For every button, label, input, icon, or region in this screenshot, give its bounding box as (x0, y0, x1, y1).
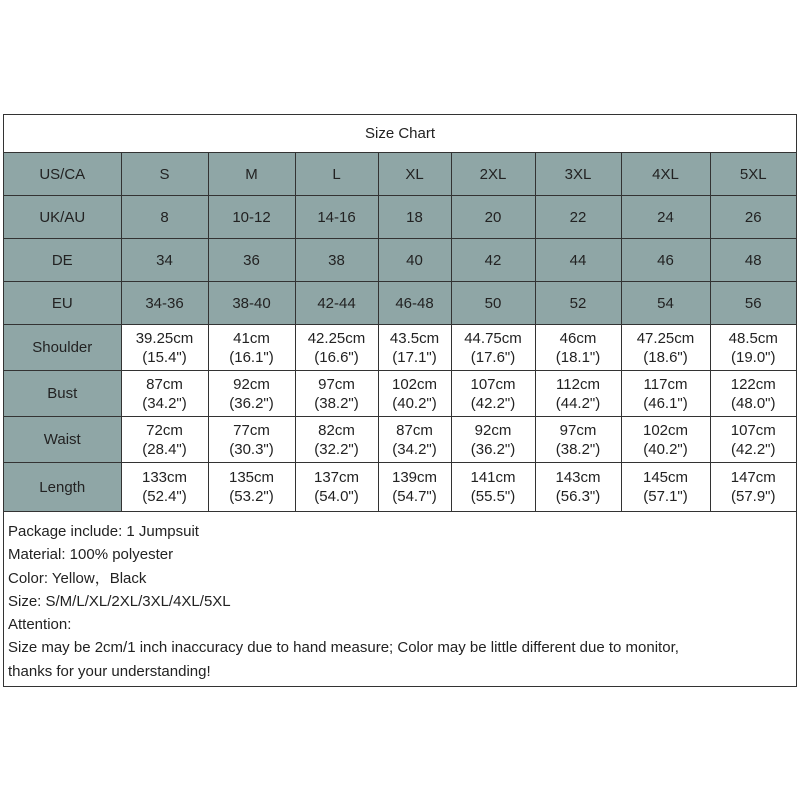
size-cell: 56 (710, 282, 796, 325)
size-cell: 22 (535, 196, 621, 239)
product-notes (4, 520, 796, 683)
measurement-inch: (17.6") (470, 348, 516, 366)
size-cell: 48 (710, 239, 796, 282)
measurement-cell (121, 325, 208, 371)
size-chart-title: Size Chart (4, 115, 796, 153)
measurement-cell (710, 371, 796, 417)
measurement-cm: 143cm (555, 469, 601, 486)
size-cell: 20 (451, 196, 535, 239)
measurement-cm: 147cm (730, 469, 776, 486)
row-header: EU (4, 282, 121, 325)
size-cell: 5XL (710, 153, 796, 196)
measurement-cell (710, 417, 796, 463)
measurement-inch: (36.2") (470, 440, 516, 458)
size-cell: 44 (535, 239, 621, 282)
note-line: thanks for your understanding! (8, 662, 211, 680)
note-line: Package include: 1 Jumpsuit (8, 523, 199, 540)
measurement-cell (535, 463, 621, 512)
table-row (4, 417, 796, 463)
note-line: Size may be 2cm/1 inch inaccuracy due to hand measure; Color may be little different due to monitor, (8, 639, 679, 657)
measurement-inch: (34.2") (142, 394, 187, 412)
measurement-inch: (42.2") (730, 440, 776, 458)
note-line: Material: 100% polyester (8, 546, 174, 564)
measurement-cm: 145cm (642, 469, 689, 486)
table-row (4, 371, 796, 417)
size-cell: 42 (451, 239, 535, 282)
measurement-cell (535, 325, 621, 371)
table-row (4, 196, 796, 239)
size-cell: 24 (621, 196, 710, 239)
measurement-inch: (18.1") (555, 348, 601, 366)
measurement-inch: (46.1") (643, 394, 688, 412)
note-line: Color: Yellow，Black (8, 569, 147, 587)
measurement-cell (378, 463, 451, 512)
size-cell: 38 (295, 239, 378, 282)
measurement-inch: (38.2") (555, 440, 601, 458)
measurement-cell (451, 417, 535, 463)
measurement-cm: 44.75cm (464, 329, 522, 347)
measurement-inch: (17.1") (392, 348, 437, 366)
measurement-inch: (48.0") (730, 394, 776, 412)
note-line: Size: S/M/L/XL/2XL/3XL/4XL/5XL (8, 592, 231, 610)
measurement-cm: 135cm (228, 469, 275, 486)
size-cell: 14-16 (295, 196, 378, 239)
size-cell: 46 (621, 239, 710, 282)
size-cell: 2XL (451, 153, 535, 196)
measurement-cm: 39.25cm (135, 329, 194, 347)
table-row (4, 463, 796, 512)
measurement-cm: 92cm (233, 375, 270, 393)
measurement-inch: (54.0") (314, 488, 359, 505)
measurement-cm: 112cm (556, 375, 600, 393)
size-cell: 50 (451, 282, 535, 325)
measurement-cm: 133cm (141, 469, 188, 486)
measurement-inch: (16.1") (229, 348, 274, 366)
row-header: DE (4, 239, 121, 282)
size-cell: 40 (378, 239, 451, 282)
measurement-cell (535, 371, 621, 417)
measurement-cell (208, 463, 295, 512)
measurement-inch: (52.4") (142, 488, 187, 505)
measurement-inch: (15.4") (142, 348, 187, 366)
measurement-cm: 72cm (146, 421, 183, 439)
measurement-cm: 82cm (318, 421, 355, 439)
measurement-cm: 102cm (642, 421, 689, 439)
measurement-inch: (16.6") (314, 348, 359, 366)
measurement-cm: 87cm (396, 421, 433, 439)
measurement-cm: 102cm (391, 375, 438, 393)
measurement-inch: (40.2") (643, 440, 688, 458)
measurement-cell (451, 325, 535, 371)
measurement-cm: 107cm (470, 375, 516, 393)
measurement-cell (710, 325, 796, 371)
size-cell: 8 (121, 196, 208, 239)
measurement-inch: (57.9") (730, 488, 776, 505)
measurement-cm: 47.25cm (636, 329, 695, 347)
measurement-cm: 97cm (318, 375, 355, 393)
table-row (4, 282, 796, 325)
measurement-inch: (36.2") (229, 394, 274, 412)
measurement-cm: 117cm (643, 375, 688, 393)
measurement-cell (208, 325, 295, 371)
measurement-cm: 139cm (391, 469, 438, 486)
measurement-inch: (44.2") (555, 394, 601, 412)
size-cell: 3XL (535, 153, 621, 196)
measurement-cell (295, 371, 378, 417)
measurement-cell (451, 463, 535, 512)
measurement-cm: 77cm (233, 421, 270, 439)
size-table (4, 153, 796, 512)
row-header: US/CA (4, 153, 121, 196)
size-cell: 34-36 (121, 282, 208, 325)
table-row (4, 325, 796, 371)
measurement-cm: 137cm (313, 469, 360, 486)
size-cell: 10-12 (208, 196, 295, 239)
measurement-cell (621, 463, 710, 512)
measurement-inch: (30.3") (229, 440, 274, 458)
measurement-cell (121, 371, 208, 417)
measurement-cm: 43.5cm (389, 329, 440, 347)
measurement-inch: (53.2") (229, 488, 274, 505)
table-row (4, 239, 796, 282)
size-cell: 34 (121, 239, 208, 282)
measurement-cell (295, 463, 378, 512)
measurement-cell (621, 417, 710, 463)
measurement-cm: 87cm (146, 375, 183, 393)
size-cell: 46-48 (378, 282, 451, 325)
measurement-cell (208, 371, 295, 417)
measurement-inch: (18.6") (643, 348, 688, 366)
size-cell: 42-44 (295, 282, 378, 325)
measurement-inch: (40.2") (392, 394, 437, 412)
measurement-cell (295, 417, 378, 463)
size-cell: S (121, 153, 208, 196)
measurement-cm: 141cm (470, 469, 516, 486)
measurement-cm: 46cm (559, 329, 597, 347)
measurement-inch: (38.2") (314, 394, 359, 412)
size-cell: XL (378, 153, 451, 196)
measurement-cell (121, 417, 208, 463)
measurement-cell (121, 463, 208, 512)
measurement-inch: (57.1") (643, 488, 688, 505)
measurement-inch: (42.2") (470, 394, 516, 412)
note-line: Attention: (8, 616, 72, 634)
size-cell: L (295, 153, 378, 196)
measurement-cm: 107cm (730, 421, 776, 439)
measurement-cm: 97cm (559, 421, 597, 439)
measurement-cell (378, 417, 451, 463)
measurement-cell (621, 325, 710, 371)
measurement-inch: (32.2") (314, 440, 359, 458)
measurement-cell (378, 325, 451, 371)
size-cell: 38-40 (208, 282, 295, 325)
measurement-inch: (56.3") (555, 488, 601, 505)
measurement-cm: 122cm (730, 375, 776, 393)
measurement-cell (710, 463, 796, 512)
row-header: Shoulder (4, 325, 121, 371)
measurement-cell (621, 371, 710, 417)
measurement-cell (295, 325, 378, 371)
measurement-cell (535, 417, 621, 463)
size-cell: 52 (535, 282, 621, 325)
row-header: Length (4, 463, 121, 512)
measurement-cell (208, 417, 295, 463)
row-header: Waist (4, 417, 121, 463)
measurement-inch: (19.0") (730, 348, 776, 366)
measurement-cell (378, 371, 451, 417)
measurement-inch: (55.5") (470, 488, 516, 505)
size-cell: 36 (208, 239, 295, 282)
measurement-cm: 48.5cm (728, 329, 778, 347)
measurement-cm: 92cm (474, 421, 512, 439)
size-cell: 18 (378, 196, 451, 239)
size-chart (3, 114, 797, 687)
measurement-inch: (28.4") (142, 440, 187, 458)
size-cell: 26 (710, 196, 796, 239)
measurement-inch: (34.2") (392, 440, 437, 458)
measurement-inch: (54.7") (392, 488, 437, 505)
size-cell: 4XL (621, 153, 710, 196)
measurement-cell (451, 371, 535, 417)
table-row (4, 153, 796, 196)
measurement-cm: 41cm (233, 329, 270, 347)
row-header: UK/AU (4, 196, 121, 239)
size-cell: M (208, 153, 295, 196)
row-header: Bust (4, 371, 121, 417)
size-cell: 54 (621, 282, 710, 325)
measurement-cm: 42.25cm (307, 329, 366, 347)
